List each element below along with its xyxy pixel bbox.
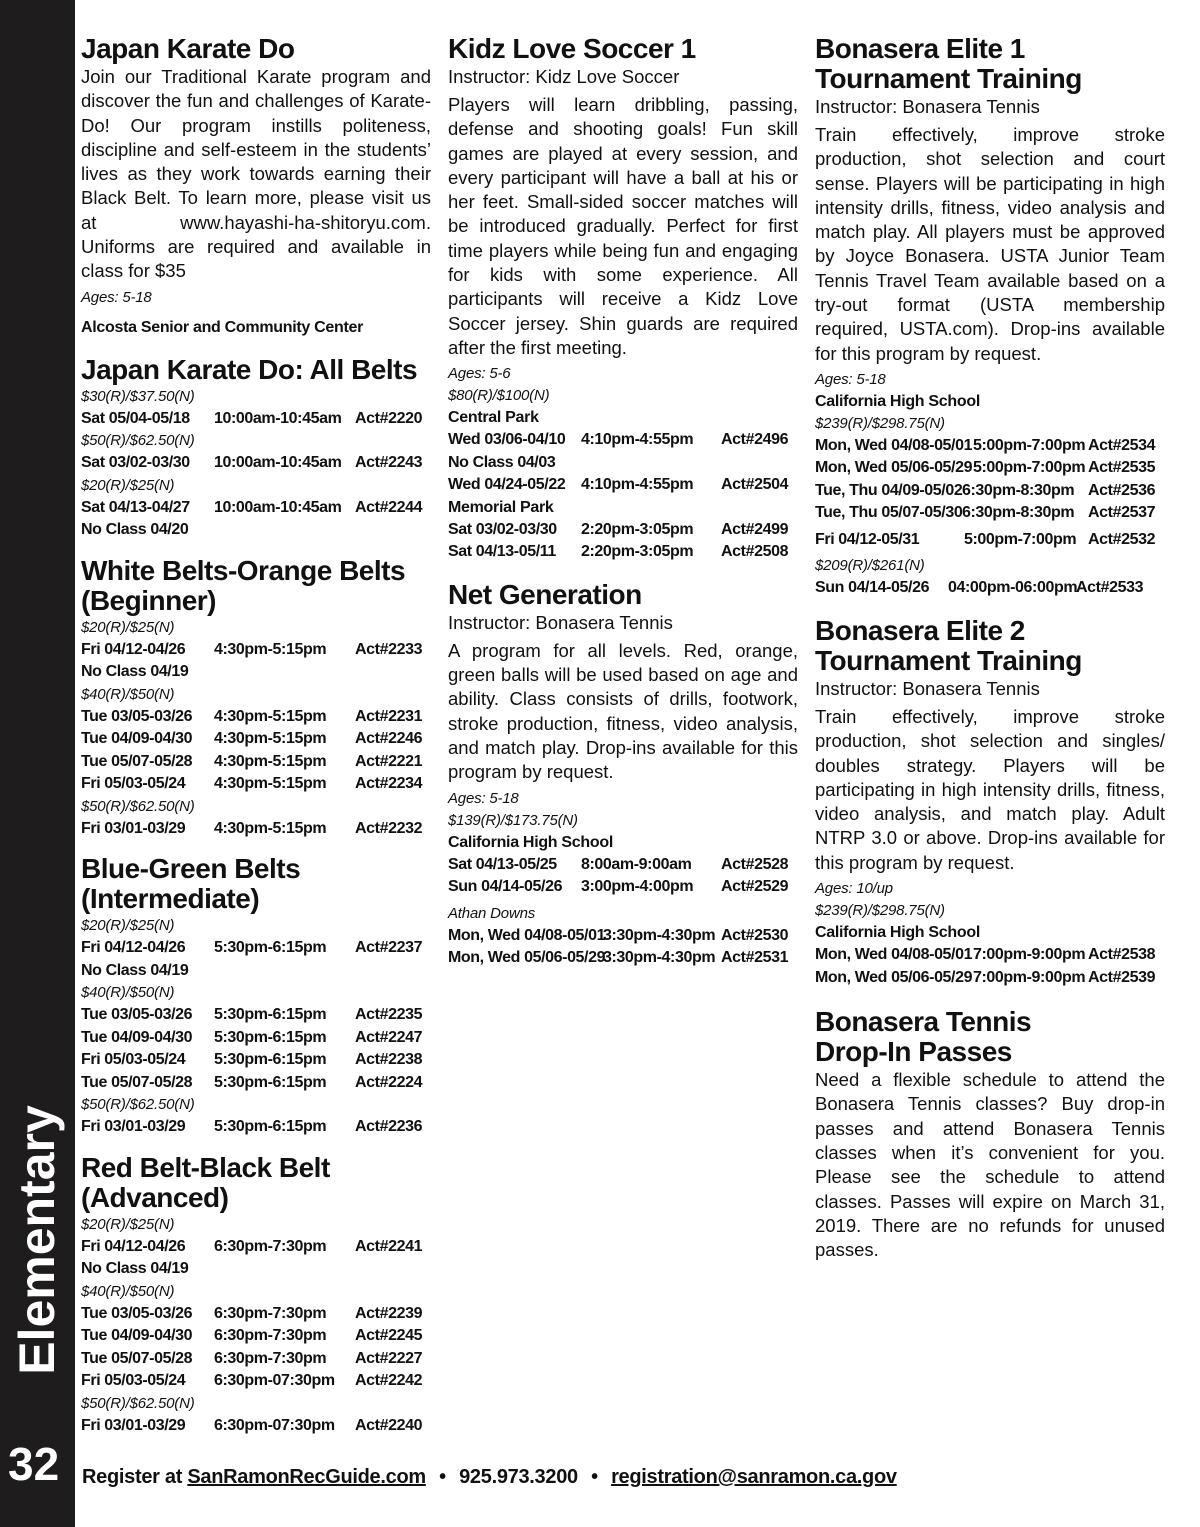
schedule-row: Wed 04/24-05/22 4:10pm-4:55pm Act#2504 (448, 476, 789, 494)
section-label: Elementary (9, 1105, 65, 1375)
column-3 (815, 34, 1165, 1276)
schedule-row: Fri 04/12-04/26 4:30pm-5:15pm Act#2233 (81, 640, 423, 658)
program-title: Blue-Green Belts (Intermediate) (81, 853, 301, 915)
no-class-note: No Class 04/03 (448, 453, 556, 471)
program-white-belts (81, 556, 431, 841)
separator: • (439, 1466, 446, 1488)
price: $20(R)/$25(N) (81, 618, 175, 636)
price: $80(R)/$100(N) (448, 387, 550, 405)
ages: Ages: 10/up (815, 880, 893, 898)
program-description: Train effectively, improve stroke production, shot selection and court sense. Players will be participating in high intensity drills, fitness, video analysis and match play. All players must be approved by Joyce Bonasera. USTA Junior Team Tennis Travel Team available based on a try-out format (USTA membership required, USTA.com). Drop-ins available for this program by request. (815, 124, 1165, 364)
website-link[interactable]: SanRamonRecGuide.com (187, 1466, 426, 1488)
schedule-row: Mon, Wed 05/06-05/29 7:00pm-9:00pm Act#2539 (815, 968, 1156, 986)
program-title: Bonasera Elite 2 Tournament Training (815, 614, 1082, 676)
schedule-row: Wed 03/06-04/10 4:10pm-4:55pm Act#2496 (448, 431, 789, 449)
price: $20(R)/$25(N) (81, 476, 175, 494)
schedule-row: Mon, Wed 04/08-05/01 7:00pm-9:00pm Act#2538 (815, 946, 1156, 964)
program-title: Bonasera Elite 1 Tournament Training (815, 33, 1082, 94)
schedule-row: Fri 03/01-03/29 4:30pm-5:15pm Act#2232 (81, 819, 423, 837)
separator: • (591, 1466, 598, 1488)
column-1 (81, 34, 431, 1451)
program-title: Japan Karate Do: All Belts (81, 353, 418, 385)
location: Alcosta Senior and Community Center (81, 318, 363, 336)
schedule-row: Tue 04/09-04/30 5:30pm-6:15pm Act#2247 (81, 1028, 423, 1046)
program-red-black-belt (81, 1153, 431, 1438)
price: $40(R)/$50(N) (81, 984, 175, 1002)
program-japan-karate-do (81, 34, 431, 339)
location: California High School (448, 833, 613, 851)
schedule-row: Fri 05/03-05/24 6:30pm-07:30pm Act#2242 (81, 1372, 423, 1390)
schedule-row: Mon, Wed 04/08-05/01 3:30pm-4:30pm Act#2530 (448, 926, 789, 944)
price: $40(R)/$50(N) (81, 685, 175, 703)
no-class-note: No Class 04/19 (81, 961, 189, 979)
price: $20(R)/$25(N) (81, 1215, 175, 1233)
schedule-row: Tue 04/09-04/30 6:30pm-7:30pm Act#2245 (81, 1327, 423, 1345)
price: $239(R)/$298.75(N) (815, 902, 945, 920)
program-title: White Belts-Orange Belts (Beginner) (81, 554, 406, 616)
schedule-row: Tue 03/05-03/26 6:30pm-7:30pm Act#2239 (81, 1304, 423, 1322)
no-class-note: No Class 04/19 (81, 1260, 189, 1278)
schedule-row: Sun 04/14-05/26 04:00pm-06:00pm Act#2533 (815, 579, 1144, 597)
instructor: Instructor: Bonasera Tennis (815, 677, 1040, 699)
page-number: 32 (8, 1438, 60, 1490)
schedule-row: Fri 05/03-05/24 4:30pm-5:15pm Act#2234 (81, 775, 423, 793)
program-elite-2 (815, 616, 1165, 989)
program-title: Net Generation (448, 578, 642, 610)
program-net-generation (448, 580, 798, 970)
column-2 (448, 34, 798, 984)
schedule-row: Tue, Thu 04/09-05/02 6:30pm-8:30pm Act#2536 (815, 481, 1156, 499)
program-description: Join our Traditional Karate program and discover the fun and challenges of Karate-Do! Our program instills politeness, discipline and self-esteem in the students’ lives as they work towards earning their Black Belt. To learn more, please visit us at www.hayashi-ha-shitoryu.com. Uniforms are required and available in class for $35 (81, 66, 431, 282)
schedule-row: Fri 04/12-04/26 5:30pm-6:15pm Act#2237 (81, 939, 423, 957)
instructor: Instructor: Kidz Love Soccer (448, 66, 680, 87)
no-class-note: No Class 04/19 (81, 663, 189, 681)
price: $20(R)/$25(N) (81, 917, 175, 935)
no-class-note: No Class 04/20 (81, 521, 189, 539)
schedule-row: Fri 03/01-03/29 5:30pm-6:15pm Act#2236 (81, 1118, 423, 1136)
schedule-row: Sat 04/13-04/27 10:00am-10:45am Act#2244 (81, 498, 423, 516)
location: Central Park (448, 409, 539, 427)
program-description: Need a flexible schedule to attend the Bonasera Tennis classes? Buy drop-in passes and attend Bonasera Tennis classes when it’s convenient for you. Please see the schedule to attend classes. Passes will expire on March 31, 2019. There are no refunds for unused passes. (815, 1069, 1165, 1261)
schedule-row: Tue 05/07-05/28 5:30pm-6:15pm Act#2224 (81, 1073, 423, 1091)
location: Memorial Park (448, 498, 554, 516)
program-description: Train effectively, improve stroke production, shot selection and singles/ doubles strategy. Players will be participating in high intensity drills, fitness, video analysis, and match play. Adult NTRP 3.0 or above. Drop-ins available for this program by request. (815, 705, 1165, 873)
schedule-row: Fri 04/12-04/26 6:30pm-7:30pm Act#2241 (81, 1237, 423, 1255)
schedule-row: Tue 04/09-04/30 4:30pm-5:15pm Act#2246 (81, 730, 423, 748)
program-all-belts (81, 355, 431, 542)
schedule-row: Sat 03/02-03/30 2:20pm-3:05pm Act#2499 (448, 520, 789, 538)
ages: Ages: 5-6 (448, 365, 511, 383)
schedule-row: Mon, Wed 05/06-05/29 5:00pm-7:00pm Act#2535 (815, 459, 1156, 477)
price: $30(R)/$37.50(N) (81, 387, 195, 405)
schedule-row: Tue 05/07-05/28 6:30pm-7:30pm Act#2227 (81, 1349, 423, 1367)
schedule-row: Tue 03/05-03/26 4:30pm-5:15pm Act#2231 (81, 707, 423, 725)
price: $239(R)/$298.75(N) (815, 414, 945, 432)
schedule-row: Mon, Wed 05/06-05/29 3:30pm-4:30pm Act#2531 (448, 949, 789, 967)
program-description: Players will learn dribbling, passing, defense and shooting goals! Fun skill games are played at every session, and every participant will have a ball at his or her feet. Small-sided soccer matches will be introduced gradually. Perfect for first time players while being fun and engaging for kids with some experience. All participants will receive a Kidz Love Soccer jersey. Shin guards are required after the first meeting. (448, 94, 798, 358)
location: California High School (815, 924, 980, 942)
instructor: Instructor: Bonasera Tennis (815, 96, 1040, 117)
schedule-row: Sat 03/02-03/30 10:00am-10:45am Act#2243 (81, 454, 423, 472)
program-description: A program for all levels. Red, orange, green balls will be used based on age and ability. Class consists of drills, footwork, stroke production, fitness, video analysis, and match play. Drop-ins available for this program by request. (448, 639, 798, 783)
price: $209(R)/$261(N) (815, 557, 925, 575)
program-elite-1 (815, 34, 1165, 600)
schedule-row: Fri 03/01-03/29 6:30pm-07:30pm Act#2240 (81, 1416, 423, 1434)
schedule-row: Sat 05/04-05/18 10:00am-10:45am Act#2220 (81, 409, 423, 427)
schedule-row: Tue 05/07-05/28 4:30pm-5:15pm Act#2221 (81, 752, 423, 770)
price: $50(R)/$62.50(N) (81, 1394, 195, 1412)
program-drop-in-passes (815, 1007, 1165, 1262)
phone-number[interactable]: 925.973.3200 (459, 1466, 578, 1488)
program-kidz-love-soccer (448, 34, 798, 564)
program-blue-green-belts (81, 854, 431, 1139)
sidebar (0, 0, 75, 1527)
footer-prefix: Register at (82, 1466, 183, 1488)
schedule-row: Sat 04/13-05/25 8:00am-9:00am Act#2528 (448, 855, 789, 873)
ages: Ages: 5-18 (81, 288, 152, 306)
instructor: Instructor: Bonasera Tennis (448, 611, 673, 633)
schedule-row: Sat 04/13-05/11 2:20pm-3:05pm Act#2508 (448, 543, 789, 561)
price: $50(R)/$62.50(N) (81, 432, 195, 450)
location: California High School (815, 392, 980, 410)
price: $40(R)/$50(N) (81, 1282, 175, 1300)
schedule-row: Tue, Thu 05/07-05/30 6:30pm-8:30pm Act#2537 (815, 504, 1156, 522)
email-link[interactable]: registration@sanramon.ca.gov (611, 1466, 897, 1488)
footer (82, 1466, 897, 1489)
schedule-row: Fri 04/12-05/31 5:00pm-7:00pm Act#2532 (815, 530, 1156, 548)
schedule-row: Tue 03/05-03/26 5:30pm-6:15pm Act#2235 (81, 1006, 423, 1024)
schedule-row: Sun 04/14-05/26 3:00pm-4:00pm Act#2529 (448, 878, 789, 896)
schedule-row: Fri 05/03-05/24 5:30pm-6:15pm Act#2238 (81, 1051, 423, 1069)
ages: Ages: 5-18 (815, 370, 886, 388)
price: $139(R)/$173.75(N) (448, 811, 578, 829)
ages: Ages: 5-18 (448, 789, 519, 807)
price: $50(R)/$62.50(N) (81, 797, 195, 815)
program-title: Japan Karate Do (81, 33, 295, 64)
schedule-row: Mon, Wed 04/08-05/01 5:00pm-7:00pm Act#2534 (815, 436, 1156, 454)
program-title: Bonasera Tennis Drop-In Passes (815, 1006, 1032, 1068)
price: $50(R)/$62.50(N) (81, 1096, 195, 1114)
location: Athan Downs (448, 904, 536, 922)
program-title: Red Belt-Black Belt (Advanced) (81, 1151, 330, 1213)
program-title: Kidz Love Soccer 1 (448, 33, 696, 64)
